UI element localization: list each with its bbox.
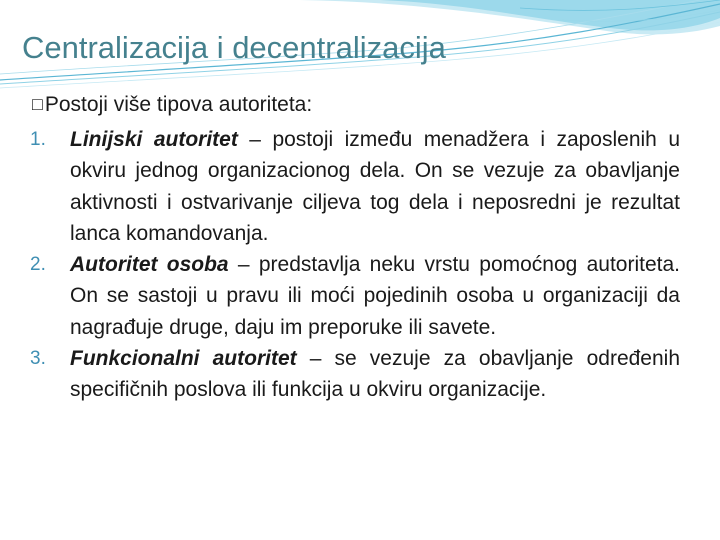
slide-title: Centralizacija i decentralizacija [22, 30, 446, 65]
intro-text: Postoji više tipova autoriteta: [44, 93, 313, 116]
item-term: Autoritet osoba [70, 253, 229, 277]
item-number: 1. [30, 129, 46, 150]
list-item [30, 124, 680, 249]
item-text: – postoji između menadžera i zaposlenih u okviru jednog organizacionog dela. On se vezuje za obavljanje aktivnosti i ostvarivanje ciljeva tog dela i neposredni je rezultat lanca komandovanja. [70, 128, 681, 245]
item-text: – se vezuje za obavljanje određenih specifičnih poslova ili funkcija u okviru organizacije. [70, 347, 681, 402]
item-term: Linijski autoritet [70, 128, 238, 151]
list-item [30, 343, 680, 406]
item-number: 3. [30, 348, 46, 370]
item-number: 2. [30, 254, 46, 276]
intro-line [32, 93, 312, 117]
item-text: – predstavlja neku vrstu pomoćnog autoriteta. On se sastoji u pravu ili moći pojedinih osoba u organizaciji da nagrađuje druge, daju im preporuke ili savete. [70, 253, 680, 339]
authority-types-list [30, 124, 680, 406]
item-term: Funkcionalni autoritet [70, 347, 297, 371]
square-bullet-icon: □ [32, 94, 43, 114]
list-item [30, 249, 680, 343]
